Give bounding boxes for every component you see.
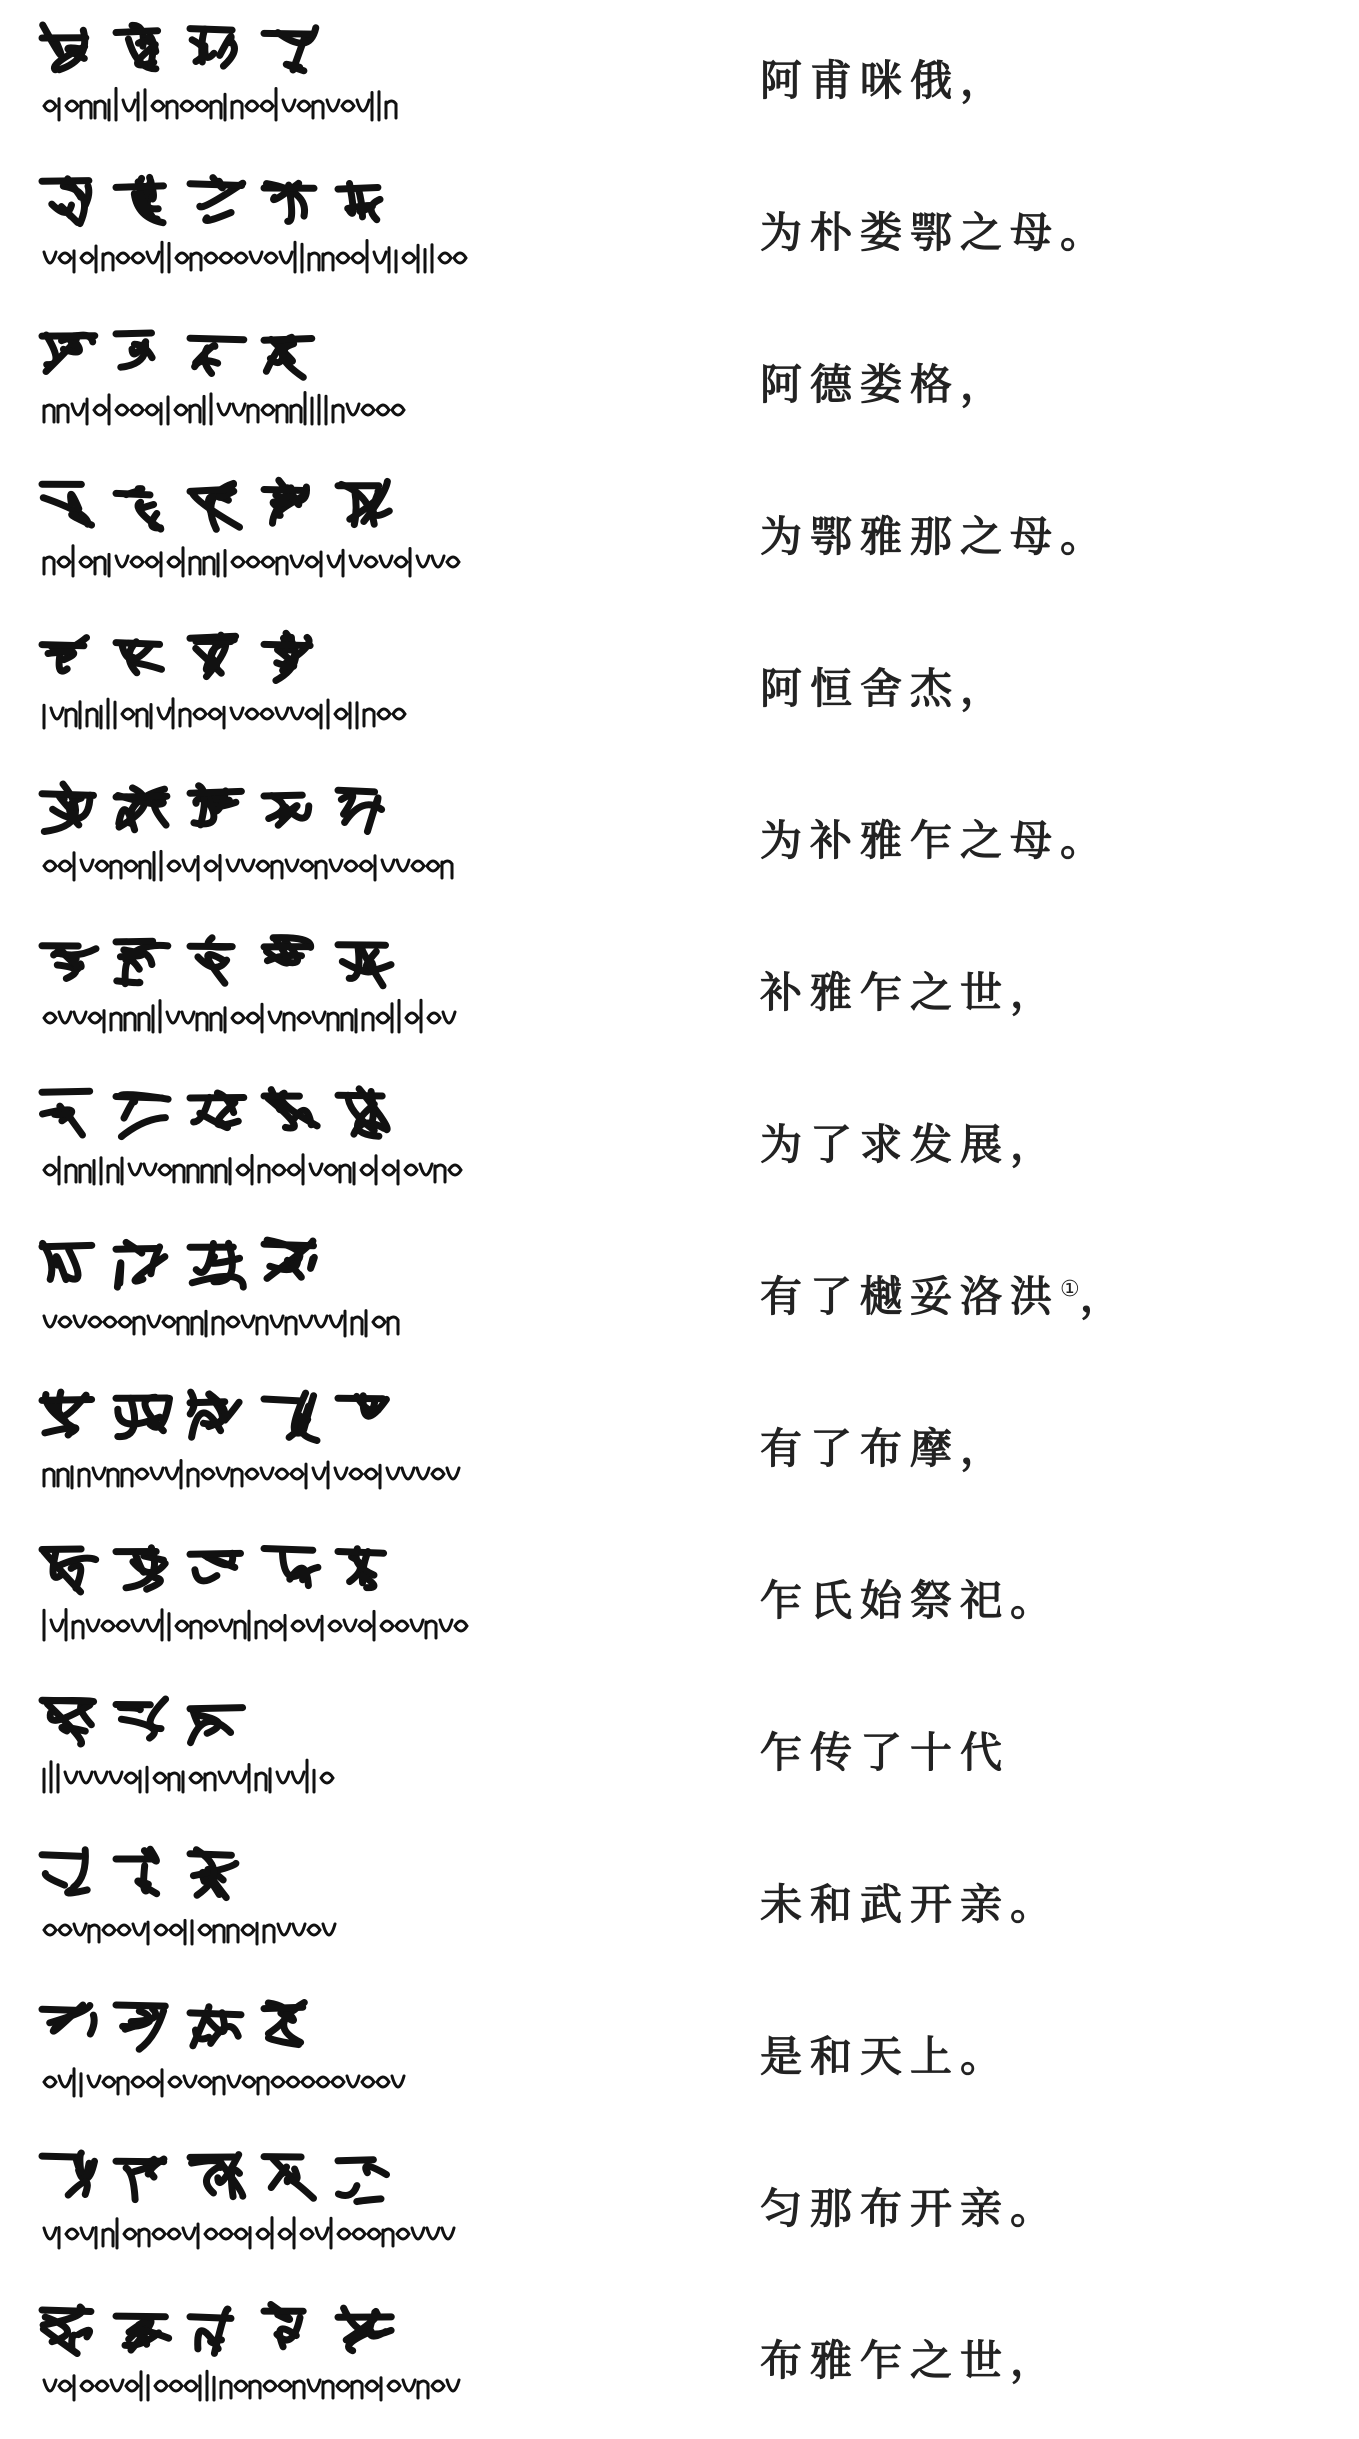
yi-glyph [36, 1842, 102, 1904]
yi-script-image [18, 2292, 498, 2422]
yi-glyph [110, 1234, 176, 1296]
yi-script-image [18, 316, 498, 446]
chinese-translation [760, 960, 1060, 1020]
yi-glyph [184, 1690, 250, 1752]
yi-glyph [110, 322, 176, 384]
yi-script-image [18, 772, 498, 902]
ipa-transcription [40, 690, 480, 738]
translation-text: 阿恒舍杰， [760, 664, 1011, 713]
yi-glyph [36, 1234, 102, 1296]
yi-glyph [184, 1234, 250, 1296]
ipa-transcription [40, 994, 480, 1042]
yi-glyph [110, 1842, 176, 1904]
yi-script-image [18, 468, 498, 598]
ipa-transcription [40, 386, 480, 434]
yi-glyph [258, 322, 324, 384]
yi-glyph [36, 170, 102, 232]
yi-script-image [18, 1684, 498, 1814]
yi-script-image [18, 1076, 498, 1206]
chinese-translation [760, 200, 1110, 260]
ipa-transcription [40, 1298, 480, 1346]
yi-glyph [332, 930, 398, 992]
yi-glyph [36, 1690, 102, 1752]
yi-glyph [258, 1994, 324, 2056]
yi-glyphs [36, 472, 406, 538]
verse-row [0, 152, 1359, 304]
yi-glyph [332, 170, 398, 232]
yi-glyph [258, 1234, 324, 1296]
yi-glyph [332, 778, 398, 840]
translation-punctuation: ， [1079, 1272, 1130, 1321]
translation-text: 是和天上。 [760, 2032, 1011, 2081]
translation-text: 为补雅乍之母。 [760, 816, 1111, 865]
verse-row [0, 760, 1359, 912]
yi-script-image [18, 924, 498, 1054]
ipa-transcription [40, 538, 480, 586]
yi-glyph [36, 1538, 102, 1600]
yi-script-image [18, 620, 498, 750]
yi-glyph [184, 778, 250, 840]
yi-glyph [184, 18, 250, 80]
ipa-transcription [40, 2058, 480, 2106]
chinese-translation [760, 1568, 1060, 1628]
yi-glyph [258, 2298, 324, 2360]
yi-glyph [184, 2146, 250, 2208]
yi-script-image [18, 12, 498, 142]
yi-script-image [18, 164, 498, 294]
yi-glyph [258, 1386, 324, 1448]
yi-glyph [36, 1082, 102, 1144]
yi-glyph [258, 1082, 324, 1144]
ipa-transcription [40, 2362, 480, 2410]
yi-glyphs [36, 2296, 406, 2362]
verse-row [0, 1520, 1359, 1672]
yi-glyph [184, 1082, 250, 1144]
translation-text: 阿德娄格， [760, 360, 1011, 409]
ipa-transcription [40, 842, 480, 890]
yi-glyph [258, 474, 324, 536]
chinese-translation [760, 2024, 1010, 2084]
yi-glyph [184, 474, 250, 536]
verse-row [0, 1976, 1359, 2128]
yi-glyph [332, 1538, 398, 1600]
chinese-translation [760, 352, 1010, 412]
ipa-transcription [40, 1146, 480, 1194]
yi-glyph [110, 1690, 176, 1752]
verse-row [0, 1824, 1359, 1976]
chinese-translation [760, 48, 1010, 108]
yi-glyphs [36, 320, 332, 386]
yi-glyph [36, 1994, 102, 2056]
translation-text: 匀那布开亲。 [760, 2184, 1061, 2233]
yi-glyph [332, 474, 398, 536]
yi-glyphs [36, 1384, 406, 1450]
yi-glyph [258, 1538, 324, 1600]
yi-glyph [258, 2146, 324, 2208]
translation-text: 为朴娄鄂之母。 [760, 208, 1111, 257]
yi-glyph [36, 322, 102, 384]
ipa-transcription [40, 1906, 480, 1954]
yi-glyph [332, 1386, 398, 1448]
ipa-transcription [40, 1754, 480, 1802]
verse-row [0, 1216, 1359, 1368]
yi-glyph [184, 1994, 250, 2056]
verse-row [0, 1064, 1359, 1216]
yi-glyphs [36, 1688, 258, 1754]
yi-glyphs [36, 16, 332, 82]
verse-row [0, 1672, 1359, 1824]
yi-glyph [184, 1842, 250, 1904]
yi-glyph [110, 170, 176, 232]
yi-glyphs [36, 1080, 406, 1146]
translation-text: 乍传了十代 [760, 1728, 1011, 1777]
yi-script-image [18, 1532, 498, 1662]
translation-text: 为鄂雅那之母。 [760, 512, 1111, 561]
ipa-transcription [40, 2210, 480, 2258]
yi-glyph [258, 18, 324, 80]
yi-glyph [36, 2298, 102, 2360]
yi-glyph [184, 170, 250, 232]
yi-glyph [184, 930, 250, 992]
yi-script-image [18, 1988, 498, 2118]
yi-glyph [110, 1386, 176, 1448]
yi-glyph [258, 626, 324, 688]
yi-glyph [110, 2146, 176, 2208]
translation-text: 布雅乍之世， [760, 2336, 1061, 2385]
yi-glyph [36, 18, 102, 80]
yi-glyph [110, 1082, 176, 1144]
chinese-translation [760, 504, 1110, 564]
chinese-translation [760, 1872, 1060, 1932]
yi-glyphs [36, 1536, 406, 1602]
verse-row [0, 1368, 1359, 1520]
verse-row [0, 608, 1359, 760]
footnote-marker[interactable]: ① [1060, 1277, 1080, 1302]
chinese-translation [760, 656, 1010, 716]
yi-glyph [184, 1386, 250, 1448]
verse-row [0, 304, 1359, 456]
verse-row [0, 2280, 1359, 2432]
yi-script-image [18, 1836, 498, 1966]
yi-glyph [110, 778, 176, 840]
yi-glyph [110, 2298, 176, 2360]
yi-glyphs [36, 928, 406, 994]
translation-text: 有了樾妥洛洪 [760, 1272, 1061, 1321]
yi-glyphs [36, 2144, 406, 2210]
yi-glyphs [36, 776, 406, 842]
yi-glyph [36, 2146, 102, 2208]
yi-glyph [110, 930, 176, 992]
yi-glyph [36, 1386, 102, 1448]
yi-glyph [110, 626, 176, 688]
yi-glyph [110, 1994, 176, 2056]
yi-glyphs [36, 1840, 258, 1906]
yi-script-image [18, 2140, 498, 2270]
translation-text: 有了布摩， [760, 1424, 1011, 1473]
yi-glyph [184, 2298, 250, 2360]
yi-glyph [258, 930, 324, 992]
yi-glyph [258, 170, 324, 232]
chinese-translation [760, 1416, 1010, 1476]
translation-text: 乍氏始祭祀。 [760, 1576, 1061, 1625]
translation-text: 阿甫咪俄， [760, 56, 1011, 105]
yi-glyph [36, 626, 102, 688]
yi-glyph [258, 778, 324, 840]
chinese-translation [760, 2328, 1060, 2388]
yi-glyph [110, 18, 176, 80]
chinese-translation [760, 1112, 1060, 1172]
verse-row [0, 456, 1359, 608]
yi-glyph [332, 1082, 398, 1144]
ipa-transcription [40, 1602, 480, 1650]
verse-row [0, 0, 1359, 152]
yi-glyph [36, 778, 102, 840]
yi-glyph [110, 474, 176, 536]
yi-glyphs [36, 168, 406, 234]
yi-glyph [184, 626, 250, 688]
yi-glyph [184, 1538, 250, 1600]
translation-text: 为了求发展， [760, 1120, 1061, 1169]
chinese-translation [760, 1264, 1130, 1324]
chinese-translation [760, 2176, 1060, 2236]
yi-glyph [36, 930, 102, 992]
ipa-transcription [40, 1450, 480, 1498]
chinese-translation [760, 808, 1110, 868]
yi-glyphs [36, 1992, 332, 2058]
translation-text: 补雅乍之世， [760, 968, 1061, 1017]
yi-script-image [18, 1228, 498, 1358]
yi-glyph [110, 1538, 176, 1600]
yi-glyph [184, 322, 250, 384]
verse-row [0, 912, 1359, 1064]
chinese-translation [760, 1720, 1010, 1780]
yi-glyph [332, 2146, 398, 2208]
yi-glyph [332, 2298, 398, 2360]
yi-glyph [36, 474, 102, 536]
ipa-transcription [40, 234, 480, 282]
yi-script-image [18, 1380, 498, 1510]
verse-row [0, 2128, 1359, 2280]
yi-glyphs [36, 1232, 332, 1298]
yi-glyphs [36, 624, 332, 690]
translation-text: 未和武开亲。 [760, 1880, 1061, 1929]
ipa-transcription [40, 82, 480, 130]
